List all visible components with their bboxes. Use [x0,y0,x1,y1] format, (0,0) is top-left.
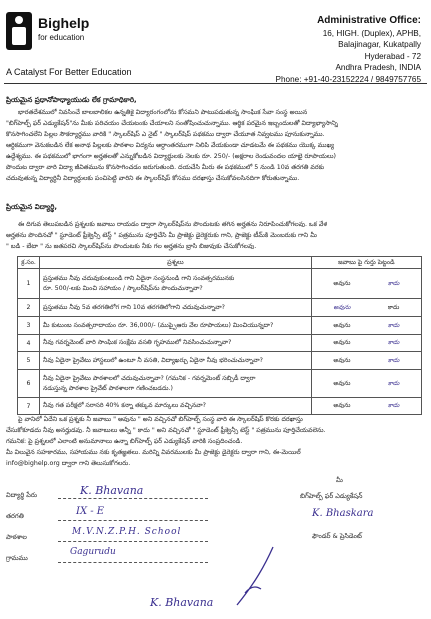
col-header-num: క్ర.సం. [18,257,40,269]
answer-no-option-checked[interactable]: కాదు [387,321,400,329]
col-header-question: ప్రశ్నలు [40,257,312,269]
answer-yes-option[interactable]: అవును [333,321,351,329]
table-row [18,269,422,299]
answer-no-option-checked[interactable]: కాదు [387,402,400,409]
question-cell [40,299,312,317]
question-cell [40,269,312,299]
question-cell [40,317,312,335]
question-cell [40,352,312,370]
row-number: 6 [18,370,40,398]
brand-subtitle: for education [38,33,85,42]
para-line: పై వానిలో ఏదేని ఒక ప్రశ్నకు నీ జవాబు " అవును " అని వచ్చినచో బిగ్‌హెల్ప్ సంస్థ వారి ఈ స్కాలర్‌షిప్ కొరకు దరఖాస్తు [18,416,303,423]
table-header-row [18,257,422,269]
office-phone: Phone: +91-40-23152224 / 9849757765 [275,74,421,84]
para-line: భారతదేశములో నివసించే బాలబాలికల ఉన్నతికై విద్యారంగంలోను కోసమని పాటుపడుతున్న సాంఘిక సేవా సంస్థ అయిన [18,109,308,116]
question-text: మీ కుటుంబ సంవత్సరాదాయం రూ. 36,000/- (ముప్పైఆరు వేల రూపాయలు) మించియున్నదా? [43,321,274,329]
school-value: M.V.N.Z.P.H. School [72,527,182,537]
row-number: 3 [18,317,40,335]
office-address [241,13,421,85]
bighelp-logo-icon [6,12,32,50]
para-line: కొనసాగించలేని పిల్లల సౌకర్యార్థము వారికి " స్కాలర్‌షిప్ ఎ నైట్ " స్కాలర్‌షిప్ పథకము ద్వారా చేయూత నివ్వటము పూనుకున్నాము. [6,131,325,138]
table-row [18,352,422,370]
para-line: చదువుతున్న విద్యార్థినీ విద్యార్థులకు పంచిపెట్టి వారిని ఈ స్కాలర్‌షిప్ కోసము దరఖాస్తు చేసుకోవలసినదిగా కోరుతున్నాము. [6,175,300,182]
para-line: ఆర్థికముగా వెనుకబడిన లేక అనాథ పిల్లలకు పాఠశాల విద్యను అర్ధాంతరముగా నిలిపి వేయకుండా చూడటమే ఈ పథకము యొక్క ముఖ్య [6,142,335,149]
note-line: గమనిక: పై ప్రశ్నలలో ఎలాంటి అనుమానాలు ఉన్నా బిగ్‌హెల్ప్ ఫర్ ఎడ్యుకేషన్ వారికి సంప్రదించండి. [6,438,243,445]
header-divider [4,83,427,84]
org-name: బిగ్‌హెల్ప్ ఫర్ ఎడ్యుకేషన్ [300,492,363,500]
table-row [18,335,422,352]
answer-yes-option-checked[interactable]: అవును [333,303,351,311]
answer-cell [311,269,421,299]
para-line: ఈ దిగువ తెలుపబడిన ప్రశ్నలకు జవాబు రాయడం ద్వారా స్కాలర్‌షిప్‌ను పొందుటకు తగిన అర్హతను నిరూపించుకోగలవు. ఒక వేళ [18,221,328,228]
answer-no-option-checked[interactable]: కాదు [387,339,400,346]
answer-cell [311,370,421,398]
answer-no-option[interactable]: కాదు [387,303,400,311]
class-label: తరగతి [6,512,24,520]
table-row [18,370,422,398]
answer-no-option-checked[interactable]: కాదు [387,356,400,364]
answer-yes-option[interactable]: అవును [333,279,351,287]
para-line: చేసుకోకూడదు నీవు అనర్హుడవు. నీ జవాబులు అన్నీ " కాదు " అని వచ్చినచో " స్టూడెంట్ ఫ్రీక్వెన్సీ టెస్ట్ " పత్రమును పూర్తిచేయవలెను. [6,427,326,434]
row-number: 2 [18,299,40,317]
para-line: అర్హతను పొందినచో " స్టూడెంట్ ఫ్రీక్వెన్సీ టెస్ట్ " పత్రమును పూర్తిచేసి మీ ప్రాజెక్టు డైరెక్టరుకు గాని, ప్రాజెక్టు టీమ్‌కి మెంబరుకు గాని మీ [6,232,317,239]
answer-cell [311,398,421,415]
table-row [18,299,422,317]
answer-cell [311,317,421,335]
table-row [18,317,422,335]
question-text: నీవు ఏదైనా ప్రైవేటు పాఠశాలలో చదువుచున్నావా? (గమనిక - గవర్నమెంట్ సబ్సిడీ ద్వారా [43,375,256,383]
brand-name: Bighelp [38,15,90,31]
signoff-line: మీ [336,476,343,484]
question-text: ప్రస్తుతము నీవు చదువుకుంటుండి గాని ఏదైనా సంస్థనుండి గాని సంవత్సరమునకు [43,275,235,283]
tagline: A Catalyst For Better Education [6,67,132,77]
office-line: Andhra Pradesh, INDIA [335,63,421,73]
student-signature: K. Bhavana [150,596,214,609]
question-text: నీవు గత పరీక్షలో సరాసరి 40% కన్నా తక్కువ మార్కులు వచ్చినవా? [43,402,206,410]
founder-title: ఫౌండర్ & ప్రెసిడెంట్ [312,532,362,540]
contact-line: info@bighelp.org ద్వారా గాని తెలుసుకోగలరు. [6,460,131,467]
answer-yes-option[interactable]: అవును [333,339,351,346]
question-text: నీవు గవర్నమెంట్ వారి సాంఘిక సంక్షేమ వసతి గృహములో నివసించుచున్నావా? [43,339,232,347]
question-cell [40,398,312,415]
question-text: నడుస్తున్న పాఠశాల ప్రైవేట్ పాఠశాలగా గణించబడదు.) [43,384,173,392]
student-name-label: విద్యార్థి పేరు [6,491,38,499]
answer-yes-option[interactable]: అవును [333,356,351,364]
salutation-head: ప్రియమైన ప్రధానోపాధ్యాయుడు లేక గ్రామాధికారి, [6,96,137,104]
salutation-student: ప్రియమైన విద్యార్థి, [6,203,58,211]
question-cell [40,335,312,352]
row-number: 1 [18,269,40,299]
office-line: Hyderabad - 72 [364,51,421,61]
row-number: 4 [18,335,40,352]
para-line: పొందుట ద్వారా వారి విద్యా జీవితమును కొనసాగించడం జరుగుతుంది. దయచేసి మీరు ఈ పథకములో 5 నుండి 10వ తరగతి వరకు [6,164,325,171]
question-text: నీవు ఏదైనా ప్రైవేటు హాస్టలులో ఉంటూ నీ వసతి, విద్యాఖర్చు ఏదైనా నీవు భరించుచున్నావా? [43,356,263,364]
signature-scrawl-icon [225,545,285,610]
col-header-answer: జవాబు పై గుర్తు పెట్టండి [311,257,421,269]
answer-cell [311,299,421,317]
row-number: 5 [18,352,40,370]
table-row [18,398,422,415]
para-line: మీ విలువైన సహకారము, సహాయము నకు కృతజ్ఞతలు. మరిన్ని వివరములకు మీ ప్రాజెక్టు డైరెక్టరు ద్వారా గాని, ఈ-మెయిల్ [6,449,301,456]
school-label: పాఠశాల [6,533,27,541]
class-value: IX - E [76,506,105,517]
row-number: 7 [18,398,40,415]
answer-no-option-checked[interactable]: కాదు [387,379,400,387]
answer-cell [311,352,421,370]
para-line: " బడి - బేటా " ను జతపరచి స్కాలర్‌షిప్‌ను పొందుటకు నీకు గల అర్హతను బ్రాసి బిజువుకు చేసుకోగలవు. [6,243,257,250]
village-label: గ్రామము [6,554,28,562]
para-line: "బిగ్‌హెల్ప్ ఫర్ ఎడ్యుకేషన్"ను మీకు పరిచయం చేయటంకు చేయాలని సంతోషించుచున్నాము. ఆర్థిక పరమైన ఇబ్బందులతో విద్యాభ్యాసాన్ని [6,120,338,127]
para-line: ఉద్దేశ్యము. ఈ పథకములో భాగంగా అర్హతలతో ఎన్నుకోబడిన విద్యార్థులకు నెలకు రూ. 250/- (అక్షరాల రెండువందల యాభై రూపాయలు) [6,153,336,160]
answer-yes-option[interactable]: అవును [333,402,351,409]
village-value: Gagurudu [70,547,116,557]
answer-cell [311,335,421,352]
eligibility-table [17,256,422,415]
office-line: 16, HIGH. (Duplex), APHB, [322,29,421,38]
founder-signature: K. Bhaskara [312,508,374,519]
question-text: రూ. 500/-లకు మించి సహాయం / స్కాలర్‌షిప్‌ను పొందుచున్నావా? [43,284,203,292]
answer-yes-option[interactable]: అవును [333,379,351,387]
office-title: Administrative Office: [317,15,421,26]
question-text: ప్రస్తుతము నీవు 5వ తరగతిలోగ గాని 10వ తరగతిలోగాని చదువుచున్నావా? [43,303,225,311]
office-line: Balajinagar, Kukatpally [338,40,421,50]
question-cell [40,370,312,398]
student-name-value: K. Bhavana [80,484,144,497]
answer-no-option-checked[interactable]: కాదు [387,279,400,287]
